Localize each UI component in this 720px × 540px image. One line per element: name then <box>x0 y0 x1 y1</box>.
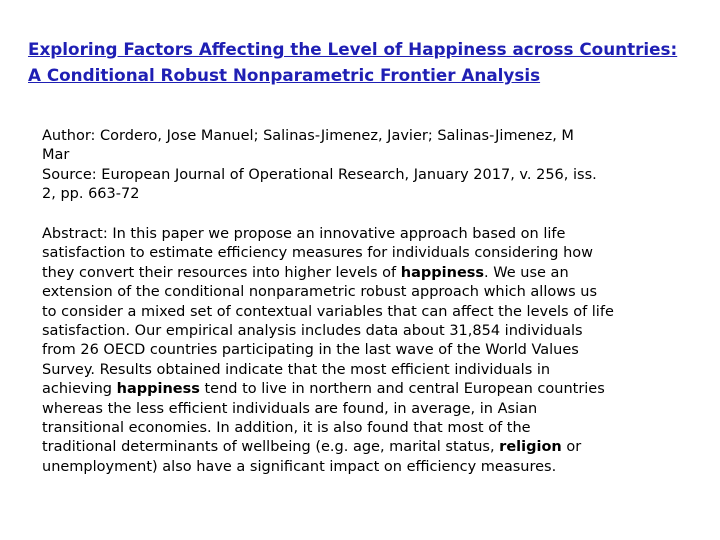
abstract <box>42 225 692 477</box>
author-line-1: Author: Cordero, Jose Manuel; Salinas-Jimenez, Javier; Salinas-Jimenez, M <box>42 128 574 144</box>
title-line-1[interactable]: Exploring Factors Affecting the Level of Happiness across Countries: <box>28 39 678 59</box>
abstract-text: extension of the conditional nonparametric robust approach which allows us <box>42 284 597 301</box>
abstract-text: . We use an <box>484 264 569 281</box>
abstract-text: transitional economies. In addition, it is also found that most of the <box>42 420 531 437</box>
abstract-line <box>42 380 692 399</box>
abstract-line <box>42 361 692 380</box>
abstract-text: from 26 OECD countries participating in the last wave of the World Values <box>42 342 579 359</box>
abstract-text: achieving <box>42 381 117 398</box>
abstract-text: whereas the less efficient individuals are found, in average, in Asian <box>42 400 538 417</box>
abstract-text: or <box>561 439 582 456</box>
abstract-line <box>42 283 692 302</box>
title-line-2[interactable]: A Conditional Robust Nonparametric Frontier Analysis <box>28 65 541 85</box>
source-line-2: 2, pp. 663-72 <box>42 186 140 203</box>
abstract-text: tend to live in northern and central European countries <box>199 381 605 398</box>
abstract-text: unemployment) also have a significant impact on efficiency measures. <box>42 458 557 475</box>
abstract-text: satisfaction. Our empirical analysis includes data about 31,854 individuals <box>42 323 583 340</box>
abstract-text: Abstract: In this paper we propose an innovative approach based on life <box>42 226 566 242</box>
abstract-line <box>42 438 692 457</box>
abstract-line <box>42 322 692 341</box>
abstract-line <box>42 419 692 438</box>
abstract-text: to consider a mixed set of contextual variables that can affect the levels of life <box>42 303 614 320</box>
article-metadata <box>42 127 692 205</box>
abstract-line <box>42 303 692 322</box>
highlighted-term: happiness <box>116 381 200 398</box>
article-title-link[interactable] <box>28 36 714 88</box>
abstract-line <box>42 458 692 477</box>
abstract-line <box>42 341 692 360</box>
abstract-text: satisfaction to estimate efficiency measures for individuals considering how <box>42 245 593 262</box>
author-line-2: Mar <box>42 147 70 164</box>
abstract-text: traditional determinants of wellbeing (e.g. age, marital status, <box>42 439 500 456</box>
source-line-1: Source: European Journal of Operational Research, January 2017, v. 256, iss. <box>42 166 597 183</box>
abstract-line <box>42 264 692 283</box>
abstract-text: they convert their resources into higher levels of <box>42 264 401 281</box>
abstract-text: Survey. Results obtained indicate that the most efficient individuals in <box>42 361 551 378</box>
abstract-line <box>42 400 692 419</box>
highlighted-term: happiness <box>400 264 485 281</box>
abstract-line <box>42 225 692 244</box>
highlighted-term: religion <box>499 439 562 456</box>
abstract-line <box>42 244 692 263</box>
